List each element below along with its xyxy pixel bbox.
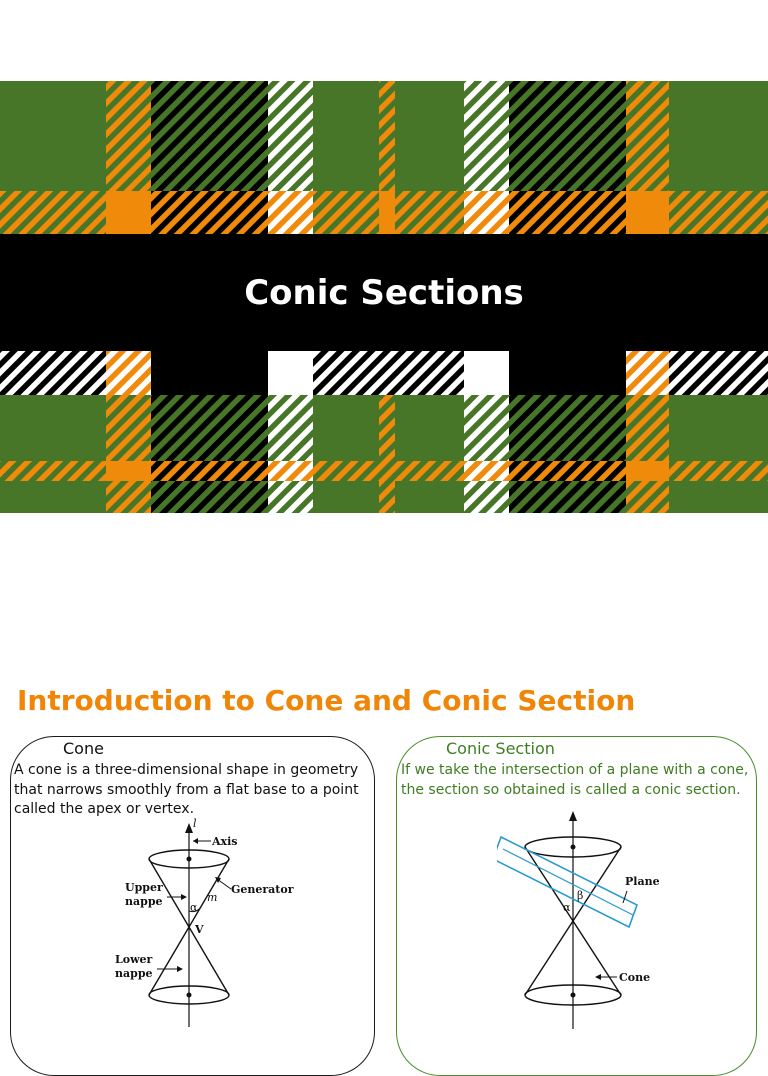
title-band (0, 234, 768, 351)
slide-title: Conic Sections (244, 272, 524, 313)
cone-diagram (111, 817, 311, 1027)
cone-label: Cone (619, 971, 651, 984)
generator-label: Generator (231, 883, 294, 896)
axis-label: Axis (212, 835, 238, 848)
intro-slide (0, 664, 768, 1024)
m-label: m (207, 891, 218, 904)
conic-section-card-body: If we take the intersection of a plane with a cone, the section so obtained is called a conic section. (401, 762, 749, 798)
conic-section-diagram (497, 809, 747, 1029)
lower-nappe-label-1: Lower (115, 953, 153, 966)
conic-section-card (396, 736, 757, 1076)
vertex-label: V (195, 923, 204, 936)
conic-section-card-title: Conic Section (446, 739, 555, 758)
alpha-label: α (190, 901, 198, 914)
axis-l-label: l (193, 817, 197, 830)
alpha-angle-label: α (563, 901, 571, 914)
plane-label: Plane (625, 875, 660, 888)
cone-card-body: A cone is a three-dimensional shape in geometry that narrows smoothly from a flat base to a point called the apex or vertex. (14, 762, 359, 817)
upper-nappe-label-1: Upper (125, 881, 163, 894)
cone-card-title: Cone (63, 739, 104, 758)
cone-card (10, 736, 375, 1076)
upper-nappe-label-2: nappe (125, 895, 163, 908)
lower-nappe-label-2: nappe (115, 967, 153, 980)
intro-heading: Introduction to Cone and Conic Section (17, 684, 636, 717)
beta-label: β (577, 889, 584, 902)
